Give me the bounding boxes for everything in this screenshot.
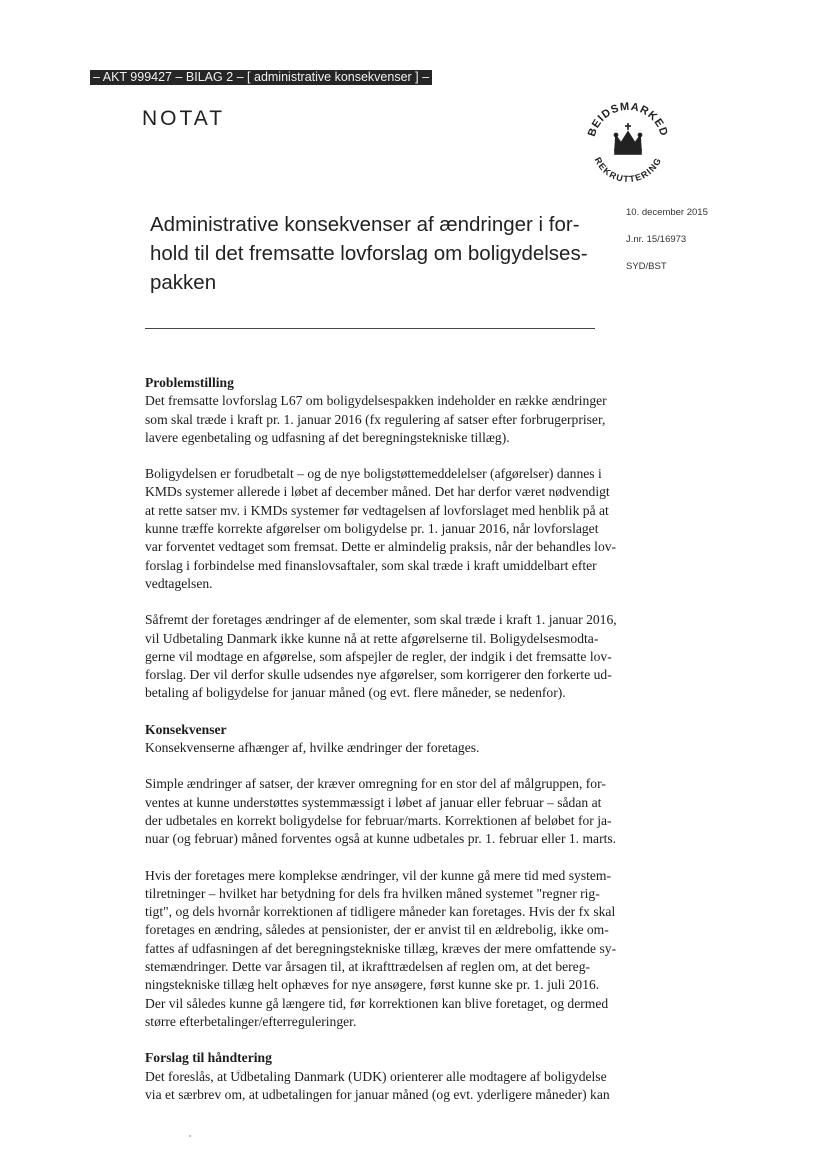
paragraph-line: vedtagelsen. <box>145 575 213 591</box>
journal-number: J.nr. 15/16973 <box>626 234 687 245</box>
seal-text-bottom: REKRUTTERING <box>592 155 664 185</box>
paragraph-line: Det fremsatte lovforslag L67 om boligydelsespakken indeholder en række ændringer <box>145 393 607 409</box>
paragraph-line: lavere egenbetaling og udfasning af det beregningstekniske tillæg). <box>145 429 510 445</box>
title-line: pakken <box>150 271 217 294</box>
paragraph-line: forslag i forbindelse med finanslovsaftaler, som skal træde i kraft umiddelbart efter <box>145 557 597 573</box>
section-heading: Forslag til håndtering <box>145 1050 272 1066</box>
section-problemstilling <box>145 374 637 703</box>
paragraph-line: foretages en ændring, således at pensionister, der er anvist til en ældrebolig, ikke om- <box>145 922 609 938</box>
paragraph-line: der udbetales en korrekt boligydelse for februar/marts. Korrektionen af beløbet for ja- <box>145 812 612 828</box>
paragraph-line: Konsekvenserne afhænger af, hvilke ændringer der foretages. <box>145 740 480 756</box>
paragraph-line: fattes af udfasningen af det beregningstekniske tillæg, kræves der mere omfattende sy- <box>145 940 617 956</box>
paragraph <box>145 867 637 1032</box>
document-meta <box>626 206 708 287</box>
document-title <box>150 210 600 297</box>
paragraph-line: Der vil således kunne gå længere tid, før korrektionen kan blive foretaget, og dermed <box>145 995 609 1011</box>
document-header-bar: – AKT 999427 – BILAG 2 – [ administrative konsekvenser ] – <box>90 70 432 85</box>
paragraph-line: Hvis der foretages mere komplekse ændringer, vil der kunne gå mere tid med system- <box>145 867 612 883</box>
section-heading: Konsekvenser <box>145 721 227 737</box>
paragraph-line: Simple ændringer af satser, der kræver omregning for en stor del af målgruppen, for- <box>145 776 606 792</box>
paragraph <box>145 465 637 593</box>
title-divider <box>145 328 595 329</box>
document-body <box>145 374 637 1122</box>
seal-text-top: BEIDSMARKED <box>585 100 671 139</box>
paragraph-line: at rette satser mv. i KMDs systemer før vedtagelsen af lovforslaget med henblik på at <box>145 502 609 518</box>
paragraph-line: Det foreslås, at Udbetaling Danmark (UDK) orienterer alle modtagere af boligydelse <box>145 1068 607 1084</box>
paragraph-line: tilretninger – hvilket har betydning for dels fra hvilken måned systemet "regner rig- <box>145 885 600 901</box>
section-forslag-til-håndtering <box>145 1049 637 1104</box>
paragraph-line: betaling af boligydelse for januar måned (og evt. flere måneder, se nedenfor). <box>145 685 566 701</box>
scan-speck <box>236 1070 242 1076</box>
paragraph-line: vil Udbetaling Danmark ikke kunne nå at rette afgørelserne til. Boligydelsesmodta- <box>145 630 599 646</box>
section-konsekvenser <box>145 721 637 1031</box>
paragraph-line: ventes at kunne understøttes systemmæssigt i løbet af januar eller februar – sådan at <box>145 794 602 810</box>
document-date: 10. december 2015 <box>626 207 708 218</box>
scan-speck <box>189 1135 191 1137</box>
paragraph-line: via et særbrev om, at udbetalingen for januar måned (og evt. yderligere måneder) kan <box>145 1086 610 1102</box>
paragraph <box>145 1068 637 1105</box>
paragraph-line: Boligydelsen er forudbetalt – og de nye boligstøttemeddelelser (afgørelser) dannes i <box>145 466 602 482</box>
crown-icon <box>614 123 641 154</box>
paragraph <box>145 392 637 447</box>
paragraph-line: nuar (og februar) måned forventes også at kunne udbetales pr. 1. februar eller 1. marts. <box>145 831 617 847</box>
paragraph-line: kunne træffe korrekte afgørelser om boligydelse pr. 1. januar 2016, når lovforslaget <box>145 521 599 537</box>
title-line: Administrative konsekvenser af ændringer i for- <box>150 213 580 236</box>
paragraph <box>145 775 637 848</box>
svg-text:REKRUTTERING <box>593 156 664 185</box>
paragraph-line: KMDs systemer allerede i løbet af december måned. Det har derfor været nødvendigt <box>145 484 610 500</box>
paragraph-line: stemændringer. Dette var årsagen til, at ikrafttrædelsen af reglen om, at det bereg- <box>145 959 591 975</box>
paragraph-line: tigt", og dels hvornår korrektionen af tidligere måneder kan foretages. Hvis der fx skal <box>145 904 616 920</box>
author-initials: SYD/BST <box>626 261 667 272</box>
ministry-seal <box>572 92 684 192</box>
paragraph-line: Såfremt der foretages ændringer af de elementer, som skal træde i kraft 1. januar 2016, <box>145 612 617 628</box>
paragraph-line: gerne vil modtage en afgørelse, som afspejler de regler, der indgik i det fremsatte lov- <box>145 648 612 664</box>
paragraph <box>145 739 637 757</box>
paragraph-line: større efterbetalinger/efterreguleringer. <box>145 1013 357 1029</box>
paragraph-line: forslag. Der vil derfor skulle udsendes nye afgørelser, som korrigerer den forkerte ud- <box>145 667 612 683</box>
paragraph-line: var forventet vedtaget som fremsat. Dette er almindelig praksis, når der behandles lov- <box>145 539 617 555</box>
paragraph <box>145 611 637 702</box>
paragraph-line: som skal træde i kraft pr. 1. januar 2016 (fx regulering af satser efter forbrugerpriser, <box>145 411 606 427</box>
section-heading: Problemstilling <box>145 375 234 390</box>
paragraph-line: ningstekniske tillæg helt ophæves for nye ansøgere, først kunne ske pr. 1. juli 2016. <box>145 977 600 993</box>
title-line: hold til det fremsatte lovforslag om boligydelses- <box>150 242 588 265</box>
notat-label: NOTAT <box>142 107 226 130</box>
